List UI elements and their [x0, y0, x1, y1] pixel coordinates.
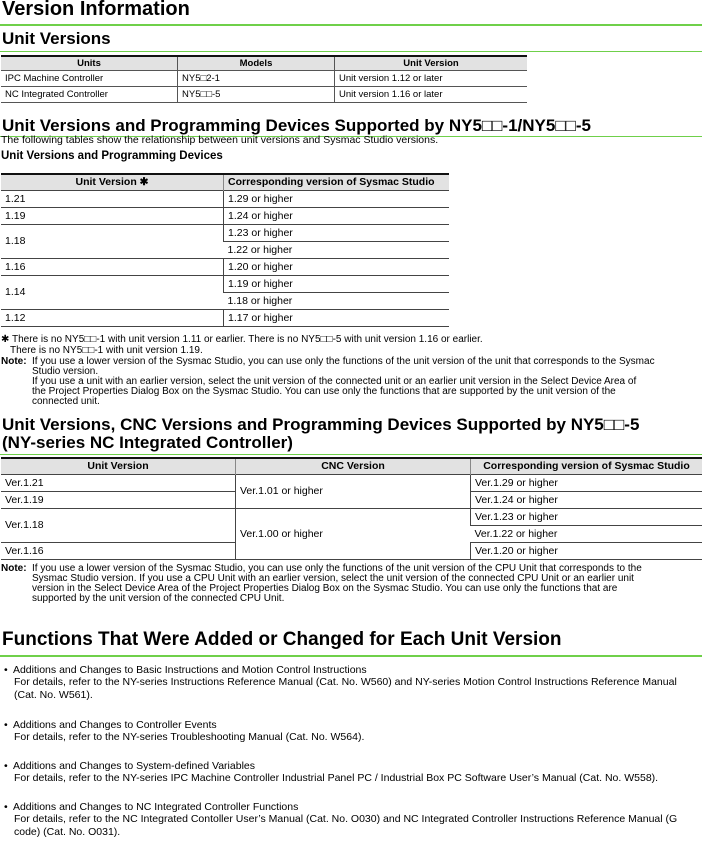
- function-body: For details, refer to the NY-series Instructions Reference Manual (Cat. No. W560) and NY-series Motion Control Instructions Reference Manual: [14, 676, 677, 688]
- function-title: Additions and Changes to Controller Events: [12, 719, 217, 731]
- function-item: [4, 760, 700, 785]
- cell: Ver.1.21: [1, 474, 236, 491]
- footnote-line2: There is no NY5□□-1 with unit version 1.19.: [10, 345, 203, 356]
- cell: Ver.1.16: [1, 542, 236, 559]
- footnote-line1: There is no NY5□□-1 with unit version 1.11 or earlier. There is no NY5□□-5 with unit version 1.16 or earlier.: [12, 334, 483, 345]
- function-body: code) (Cat. No. O031).: [14, 826, 121, 838]
- col-studio-version: Corresponding version of Sysmac Studio: [224, 174, 450, 190]
- cell: NC Integrated Controller: [1, 86, 178, 102]
- col-unit-version: Unit Version ✱: [1, 174, 224, 190]
- cell: Ver.1.24 or higher: [471, 491, 702, 508]
- cell: 1.24 or higher: [224, 207, 450, 224]
- footnote-mark: ✱: [1, 334, 10, 345]
- cell: 1.14: [1, 275, 224, 309]
- cell: 1.22 or higher: [224, 241, 450, 258]
- function-item: [4, 719, 700, 744]
- function-title: Additions and Changes to System-defined Variables: [12, 760, 255, 772]
- cell: Ver.1.23 or higher: [471, 508, 702, 525]
- prog-devices-table: [1, 173, 449, 327]
- note-text: Studio version.: [32, 366, 99, 377]
- cell: Ver.1.18: [1, 508, 236, 542]
- functions-heading: Functions That Were Added or Changed for Each Unit Version: [2, 629, 562, 650]
- table-row: [1, 508, 702, 525]
- cell: Ver.1.19: [1, 491, 236, 508]
- table-row: [1, 70, 527, 86]
- bullet-icon: •: [4, 719, 8, 731]
- cnc-note-text: If you use a lower version of the Sysmac Studio, you can use only the functions of the unit version of the CPU Unit that corresponds to the: [32, 563, 642, 574]
- cell: 1.20 or higher: [224, 258, 450, 275]
- bullet-icon: •: [4, 664, 8, 676]
- bullet-icon: •: [4, 760, 8, 772]
- cell: Ver.1.22 or higher: [471, 525, 702, 542]
- footnote: [1, 334, 483, 345]
- function-body: For details, refer to the NC Integrated Contoller User’s Manual (Cat. No. O030) and NC Integrated Controller Instructions Reference Manual (G: [14, 813, 678, 825]
- cell: Ver.1.29 or higher: [471, 474, 702, 491]
- function-title: Additions and Changes to Basic Instructions and Motion Control Instructions: [12, 664, 367, 676]
- prog-devices-heading: Unit Versions and Programming Devices Supported by NY5□□-1/NY5□□-5: [2, 116, 591, 135]
- table-row: [1, 275, 449, 292]
- table-row: [1, 258, 449, 275]
- unit-versions-heading: Unit Versions: [2, 29, 111, 48]
- cell: NY5□2-1: [178, 70, 335, 86]
- table-row: [1, 86, 527, 102]
- col-unit-version: Unit Version: [335, 56, 528, 70]
- unit-versions-rule: [0, 51, 702, 52]
- cell: 1.23 or higher: [224, 224, 450, 241]
- function-item: [4, 801, 700, 839]
- unit-versions-table: [1, 55, 527, 103]
- cell: Ver.1.20 or higher: [471, 542, 702, 559]
- functions-rule: [0, 655, 702, 657]
- col-models: Models: [178, 56, 335, 70]
- cnc-note-text: supported by the unit version of the connected CPU Unit.: [32, 593, 285, 604]
- table-row: [1, 190, 449, 207]
- cnc-note-label: Note:: [1, 563, 27, 574]
- table-row: [1, 309, 449, 326]
- cnc-heading-line2: (NY-series NC Integrated Controller): [2, 433, 293, 452]
- note-label: Note:: [1, 356, 27, 367]
- function-body: For details, refer to the NY-series IPC Machine Controller Industrial Panel PC / Industrial Box PC Software User’s Manual (Cat. No. W558).: [14, 772, 659, 784]
- prog-devices-subheading: Unit Versions and Programming Devices: [1, 150, 223, 162]
- cell: IPC Machine Controller: [1, 70, 178, 86]
- cell: 1.29 or higher: [224, 190, 450, 207]
- bullet-icon: •: [4, 801, 8, 813]
- page-title: Version Information: [2, 0, 190, 20]
- cell: Ver.1.00 or higher: [236, 508, 471, 559]
- col-studio-version: Corresponding version of Sysmac Studio: [471, 458, 702, 474]
- function-item: [4, 664, 700, 702]
- cell: NY5□□-5: [178, 86, 335, 102]
- table-row: [1, 474, 702, 491]
- function-title: Additions and Changes to NC Integrated Controller Functions: [12, 801, 299, 813]
- cell: 1.19: [1, 207, 224, 224]
- function-body: (Cat. No. W561).: [14, 689, 93, 701]
- col-cnc-version: CNC Version: [236, 458, 471, 474]
- cnc-note-text: version in the Select Device Area of the Project Properties Dialog Box on the Sysmac Studio. You can use only the functions that are: [32, 583, 618, 594]
- note-text: If you use a lower version of the Sysmac Studio, you can use only the functions of the unit version of the unit that corresponds to the Sysmac: [32, 356, 655, 367]
- function-body: For details, refer to the NY-series Troubleshooting Manual (Cat. No. W564).: [14, 731, 365, 743]
- cnc-rule: [0, 454, 702, 455]
- cell: 1.18 or higher: [224, 292, 450, 309]
- cnc-heading-line1: Unit Versions, CNC Versions and Programming Devices Supported by NY5□□-5: [2, 415, 640, 434]
- cell: 1.21: [1, 190, 224, 207]
- cnc-note-text: Sysmac Studio version. If you use a CPU Unit with an earlier version, select the unit version of the connected CPU Unit or an earlier unit: [32, 573, 634, 584]
- cell: Unit version 1.16 or later: [335, 86, 528, 102]
- cell: 1.17 or higher: [224, 309, 450, 326]
- col-units: Units: [1, 56, 178, 70]
- cell: Unit version 1.12 or later: [335, 70, 528, 86]
- cell: 1.16: [1, 258, 224, 275]
- col-unit-version: Unit Version: [1, 458, 236, 474]
- cell: 1.18: [1, 224, 224, 258]
- table-row: [1, 207, 449, 224]
- title-rule: [0, 24, 702, 26]
- table-row: [1, 224, 449, 241]
- cell: 1.12: [1, 309, 224, 326]
- note-text: the Project Properties Dialog Box on the Sysmac Studio. You can use only the functions that are supported by the unit version of the: [32, 386, 616, 397]
- cell: 1.19 or higher: [224, 275, 450, 292]
- cell: Ver.1.01 or higher: [236, 474, 471, 508]
- prog-devices-intro: The following tables show the relationship between unit versions and Sysmac Studio versions.: [1, 134, 439, 146]
- note-text: If you use a unit with an earlier version, select the unit version of the connected unit or an earlier unit version in the Select Device Area of: [32, 376, 637, 387]
- note-text: connected unit.: [32, 396, 100, 407]
- cnc-table: [1, 457, 702, 560]
